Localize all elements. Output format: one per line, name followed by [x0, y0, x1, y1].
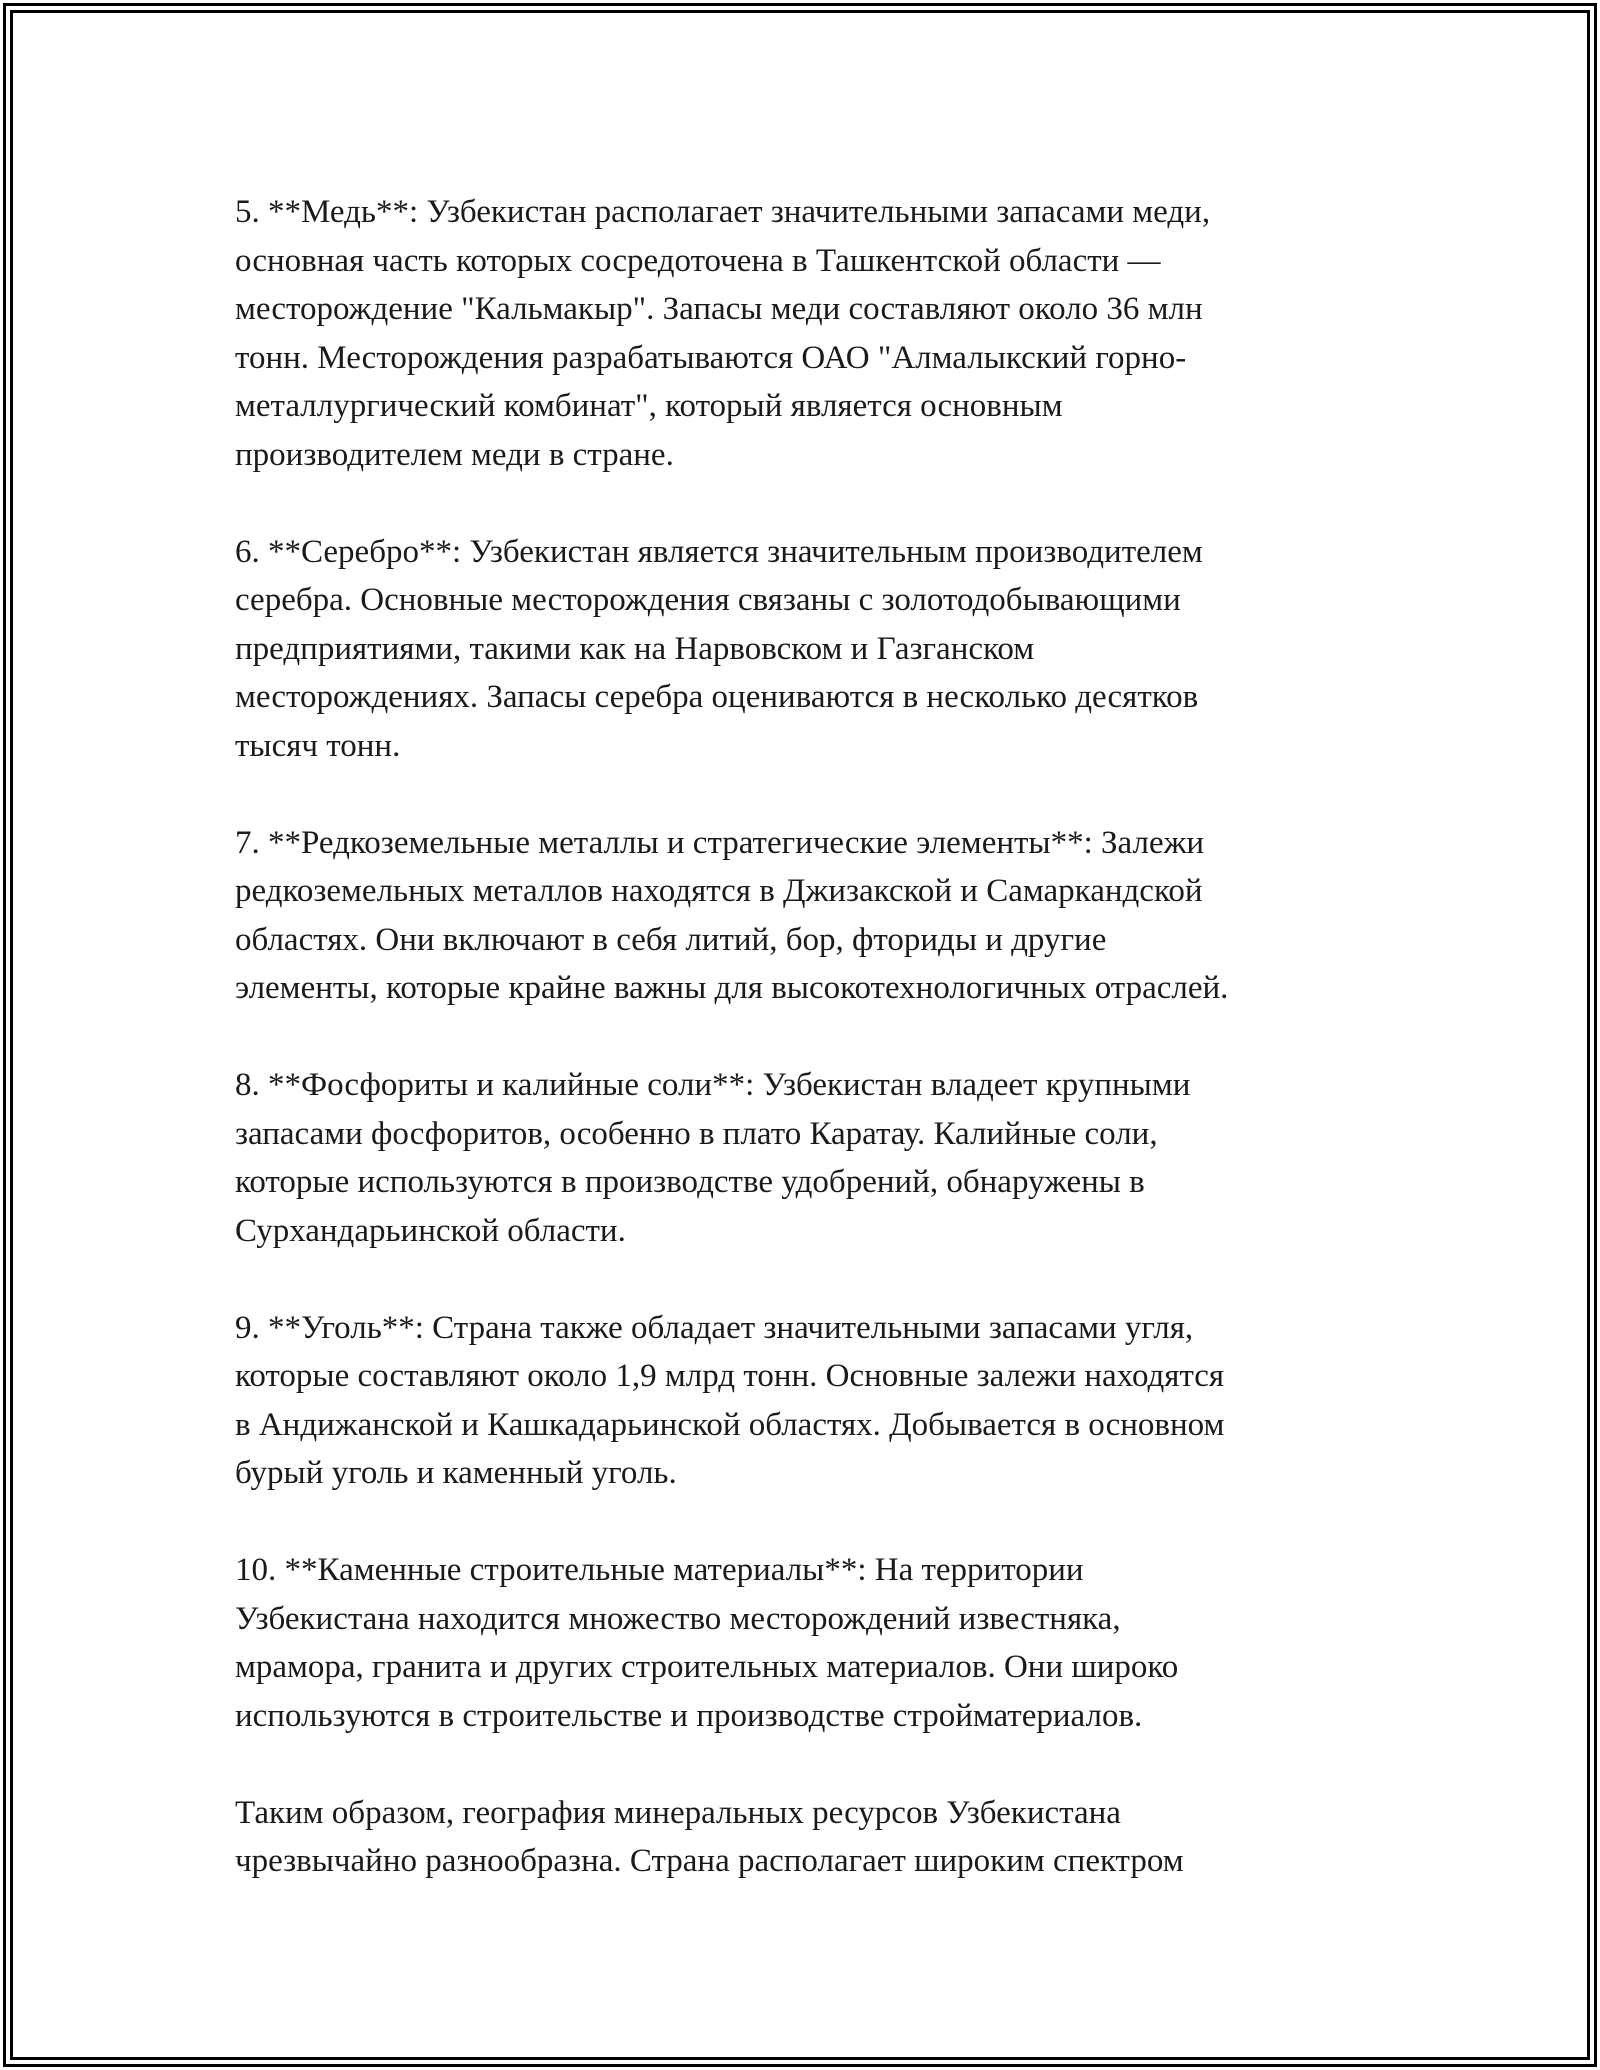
paragraph-coal: 9. **Уголь**: Страна также обладает значительными запасами угля, которые составляют около 1,9 млрд тонн. Основные залежи находятся в Андижанской и Кашкадарьинской областях. Добывается в основном бурый уголь и каменный уголь.	[235, 1309, 1225, 1491]
paragraph-copper: 5. **Медь**: Узбекистан располагает значительными запасами меди, основная часть которых сосредоточена в Ташкентской области — месторождение "Кальмакыр". Запасы меди составляют около 36 млн тонн. Месторождения разрабатываются ОАО "Алмалыкский горно- металлургический комбинат", который является основным производителем меди в стране.	[235, 194, 1211, 473]
paragraph-silver: 6. **Серебро**: Узбекистан является значительным производителем серебра. Основные месторождения связаны с золотодобывающими предприятиями, такими как на Нарвовском и Газганском месторождениях. Запасы серебра оцениваются в несколько десятков тысяч тонн.	[235, 533, 1203, 764]
paragraph-building-stone: 10. **Каменные строительные материалы**: На территории Узбекистана находится множество месторождений известняка, мрамора, гранита и других строительных материалов. Они широко используются в строительстве и производстве стройматериалов.	[235, 1552, 1179, 1734]
document-body	[235, 188, 1365, 1934]
paragraph-rare-earth-metals: 7. **Редкоземельные металлы и стратегические элементы**: Залежи редкоземельных металлов находятся в Джизакской и Самаркандской областях. Они включают в себя литий, бор, фториды и другие элементы, которые крайне важны для высокотехнологичных отраслей.	[235, 824, 1229, 1006]
paragraph-conclusion: Таким образом, география минеральных ресурсов Узбекистана чрезвычайно разнообразна. Страна располагает широким спектром	[235, 1794, 1184, 1879]
paragraph-phosphorites-potash: 8. **Фосфориты и калийные соли**: Узбекистан владеет крупными запасами фосфоритов, особенно в плато Каратау. Калийные соли, которые используются в производстве удобрений, обнаружены в Сурхандарьинской области.	[235, 1067, 1191, 1249]
